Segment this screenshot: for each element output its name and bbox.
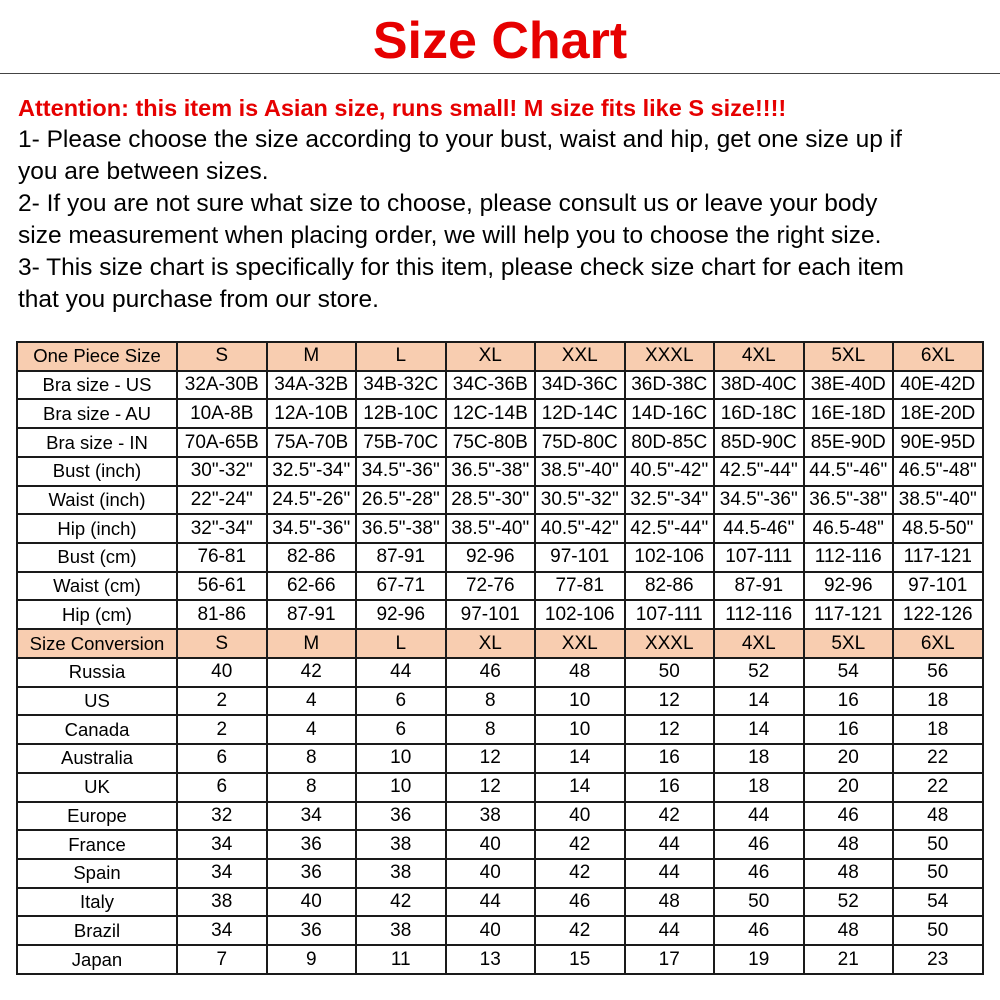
table-cell: 42 — [535, 916, 625, 945]
table-cell: 10 — [535, 715, 625, 744]
table-cell: 92-96 — [446, 543, 536, 572]
table-header-row — [17, 342, 983, 371]
table-cell: 52 — [714, 658, 804, 687]
table-cell: 18 — [714, 744, 804, 773]
table-cell: 20 — [804, 744, 894, 773]
table-cell: 34D-36C — [535, 371, 625, 400]
table-cell: 36 — [267, 859, 357, 888]
table-cell: 46 — [714, 916, 804, 945]
table-cell: 34A-32B — [267, 371, 357, 400]
attention-note: Attention: this item is Asian size, runs small! M size fits like S size!!!! — [18, 95, 787, 121]
table-cell: 75C-80B — [446, 428, 536, 457]
table-cell: 42 — [535, 859, 625, 888]
table-cell: 8 — [446, 715, 536, 744]
table-row — [17, 600, 983, 629]
table-cell: 22"-24" — [177, 486, 267, 515]
table-cell: 40 — [267, 888, 357, 917]
table-cell: 8 — [267, 773, 357, 802]
table-cell: 16 — [625, 744, 715, 773]
table-cell: 122-126 — [893, 600, 983, 629]
size-notes — [18, 92, 993, 316]
table-cell: 15 — [535, 945, 625, 974]
table-cell: 97-101 — [446, 600, 536, 629]
table-cell: 92-96 — [804, 572, 894, 601]
table-row — [17, 543, 983, 572]
table-cell: 44.5"-46" — [804, 457, 894, 486]
table-cell: 50 — [893, 830, 983, 859]
table-cell: 48 — [804, 830, 894, 859]
note-2-line-1: 2- If you are not sure what size to choose, please consult us or leave your body — [18, 190, 878, 217]
table-cell: 30"-32" — [177, 457, 267, 486]
table-cell: 54 — [804, 658, 894, 687]
table-cell: 10 — [356, 744, 446, 773]
row-label: Brazil — [17, 916, 177, 945]
size-header-cell: L — [356, 629, 446, 658]
row-label: Bust (cm) — [17, 543, 177, 572]
table-cell: 102-106 — [625, 543, 715, 572]
table-cell: 42 — [267, 658, 357, 687]
table-cell: 44 — [625, 916, 715, 945]
table-cell: 12B-10C — [356, 399, 446, 428]
table-cell: 23 — [893, 945, 983, 974]
table-cell: 32A-30B — [177, 371, 267, 400]
table-cell: 46.5-48" — [804, 514, 894, 543]
size-header-cell: XXL — [535, 342, 625, 371]
table-cell: 30.5"-32" — [535, 486, 625, 515]
table-cell: 36.5"-38" — [804, 486, 894, 515]
row-label: Canada — [17, 715, 177, 744]
table-cell: 14 — [714, 687, 804, 716]
table-cell: 112-116 — [714, 600, 804, 629]
table-cell: 32 — [177, 802, 267, 831]
table-cell: 22 — [893, 773, 983, 802]
size-header-cell: XXXL — [625, 342, 715, 371]
table-cell: 12 — [625, 715, 715, 744]
table-cell: 36 — [267, 830, 357, 859]
table-cell: 38 — [356, 830, 446, 859]
table-cell: 40E-42D — [893, 371, 983, 400]
table-cell: 14 — [714, 715, 804, 744]
table-cell: 34.5"-36" — [267, 514, 357, 543]
size-header-cell: S — [177, 342, 267, 371]
table-cell: 90E-95D — [893, 428, 983, 457]
table-row — [17, 744, 983, 773]
table-cell: 80D-85C — [625, 428, 715, 457]
table-cell: 92-96 — [356, 600, 446, 629]
table-cell: 6 — [177, 744, 267, 773]
table-cell: 2 — [177, 687, 267, 716]
table-cell: 18 — [893, 687, 983, 716]
table-cell: 16D-18C — [714, 399, 804, 428]
table-cell: 44 — [446, 888, 536, 917]
note-3-line-2: that you purchase from our store. — [18, 286, 379, 313]
size-header-cell: 6XL — [893, 342, 983, 371]
table-cell: 10A-8B — [177, 399, 267, 428]
table-cell: 40 — [446, 916, 536, 945]
size-header-cell: 5XL — [804, 629, 894, 658]
table-cell: 21 — [804, 945, 894, 974]
table-cell: 8 — [267, 744, 357, 773]
table-row — [17, 830, 983, 859]
table-cell: 12 — [446, 773, 536, 802]
table-cell: 34 — [177, 916, 267, 945]
table-cell: 42 — [356, 888, 446, 917]
table-cell: 44 — [625, 859, 715, 888]
table-cell: 22 — [893, 744, 983, 773]
table-cell: 38.5"-40" — [446, 514, 536, 543]
table-cell: 85D-90C — [714, 428, 804, 457]
row-label: Bra size - AU — [17, 399, 177, 428]
row-label: Japan — [17, 945, 177, 974]
table-cell: 18 — [714, 773, 804, 802]
table-cell: 6 — [356, 715, 446, 744]
table-cell: 17 — [625, 945, 715, 974]
table-cell: 70A-65B — [177, 428, 267, 457]
table-cell: 34B-32C — [356, 371, 446, 400]
table-row — [17, 916, 983, 945]
table-cell: 16 — [804, 715, 894, 744]
table-cell: 32.5"-34" — [625, 486, 715, 515]
table-cell: 117-121 — [804, 600, 894, 629]
table-cell: 19 — [714, 945, 804, 974]
row-label: Waist (inch) — [17, 486, 177, 515]
row-label: Bra size - US — [17, 371, 177, 400]
page-title: Size Chart — [372, 12, 628, 70]
table-cell: 18 — [893, 715, 983, 744]
row-label: France — [17, 830, 177, 859]
table-cell: 102-106 — [535, 600, 625, 629]
table-cell: 46 — [804, 802, 894, 831]
table-row — [17, 428, 983, 457]
table-cell: 34 — [177, 830, 267, 859]
table-cell: 75D-80C — [535, 428, 625, 457]
table-cell: 56-61 — [177, 572, 267, 601]
table-cell: 38 — [356, 859, 446, 888]
table-cell: 32.5"-34" — [267, 457, 357, 486]
table-cell: 4 — [267, 687, 357, 716]
table-cell: 18E-20D — [893, 399, 983, 428]
size-header-cell: XL — [446, 629, 536, 658]
table-cell: 38 — [446, 802, 536, 831]
table-cell: 40.5"-42" — [625, 457, 715, 486]
row-label: Australia — [17, 744, 177, 773]
size-header-cell: M — [267, 629, 357, 658]
table-cell: 44 — [625, 830, 715, 859]
table-cell: 14D-16C — [625, 399, 715, 428]
table-cell: 52 — [804, 888, 894, 917]
table-cell: 50 — [893, 916, 983, 945]
table-cell: 11 — [356, 945, 446, 974]
table-cell: 28.5"-30" — [446, 486, 536, 515]
size-header-cell: XXL — [535, 629, 625, 658]
table-cell: 40 — [535, 802, 625, 831]
row-label: One Piece Size — [17, 342, 177, 371]
table-cell: 40 — [177, 658, 267, 687]
table-row — [17, 371, 983, 400]
table-cell: 14 — [535, 744, 625, 773]
table-cell: 40 — [446, 830, 536, 859]
title-divider — [0, 73, 1000, 74]
table-cell: 117-121 — [893, 543, 983, 572]
table-cell: 16 — [804, 687, 894, 716]
size-header-cell: 5XL — [804, 342, 894, 371]
row-label: Spain — [17, 859, 177, 888]
table-cell: 81-86 — [177, 600, 267, 629]
table-cell: 56 — [893, 658, 983, 687]
table-cell: 87-91 — [714, 572, 804, 601]
table-cell: 48.5-50" — [893, 514, 983, 543]
table-cell: 12A-10B — [267, 399, 357, 428]
table-cell: 107-111 — [714, 543, 804, 572]
table-row — [17, 888, 983, 917]
row-label: Waist (cm) — [17, 572, 177, 601]
table-cell: 46 — [714, 859, 804, 888]
table-row — [17, 457, 983, 486]
table-row — [17, 514, 983, 543]
table-cell: 46 — [446, 658, 536, 687]
table-cell: 34.5"-36" — [714, 486, 804, 515]
table-cell: 20 — [804, 773, 894, 802]
table-cell: 12D-14C — [535, 399, 625, 428]
table-cell: 36.5"-38" — [446, 457, 536, 486]
table-row — [17, 715, 983, 744]
table-cell: 10 — [356, 773, 446, 802]
table-cell: 44 — [356, 658, 446, 687]
table-cell: 12 — [446, 744, 536, 773]
table-cell: 34 — [267, 802, 357, 831]
table-cell: 48 — [804, 859, 894, 888]
table-cell: 44.5-46" — [714, 514, 804, 543]
table-cell: 48 — [625, 888, 715, 917]
table-cell: 42 — [625, 802, 715, 831]
size-header-cell: 4XL — [714, 342, 804, 371]
table-header-row — [17, 629, 983, 658]
row-label: Bust (inch) — [17, 457, 177, 486]
table-cell: 16 — [625, 773, 715, 802]
table-cell: 16E-18D — [804, 399, 894, 428]
row-label: Bra size - IN — [17, 428, 177, 457]
table-cell: 38.5"-40" — [893, 486, 983, 515]
table-cell: 67-71 — [356, 572, 446, 601]
table-cell: 85E-90D — [804, 428, 894, 457]
table-cell: 9 — [267, 945, 357, 974]
table-cell: 13 — [446, 945, 536, 974]
row-label: Europe — [17, 802, 177, 831]
table-cell: 82-86 — [625, 572, 715, 601]
table-cell: 75A-70B — [267, 428, 357, 457]
size-header-cell: 6XL — [893, 629, 983, 658]
table-cell: 48 — [893, 802, 983, 831]
table-cell: 46 — [714, 830, 804, 859]
table-row — [17, 802, 983, 831]
table-cell: 36.5"-38" — [356, 514, 446, 543]
row-label: UK — [17, 773, 177, 802]
size-header-cell: L — [356, 342, 446, 371]
table-cell: 36 — [267, 916, 357, 945]
table-cell: 7 — [177, 945, 267, 974]
table-cell: 36 — [356, 802, 446, 831]
row-label: Hip (inch) — [17, 514, 177, 543]
table-cell: 2 — [177, 715, 267, 744]
size-header-cell: XL — [446, 342, 536, 371]
table-cell: 34C-36B — [446, 371, 536, 400]
table-cell: 34 — [177, 859, 267, 888]
table-row — [17, 945, 983, 974]
table-cell: 24.5"-26" — [267, 486, 357, 515]
row-label: Hip (cm) — [17, 600, 177, 629]
table-cell: 6 — [177, 773, 267, 802]
table-cell: 4 — [267, 715, 357, 744]
table-cell: 12C-14B — [446, 399, 536, 428]
table-cell: 38 — [177, 888, 267, 917]
table-cell: 32"-34" — [177, 514, 267, 543]
note-1-line-2: you are between sizes. — [18, 158, 269, 185]
table-cell: 14 — [535, 773, 625, 802]
table-cell: 46.5"-48" — [893, 457, 983, 486]
table-row — [17, 572, 983, 601]
table-cell: 50 — [625, 658, 715, 687]
size-header-cell: S — [177, 629, 267, 658]
table-cell: 42 — [535, 830, 625, 859]
note-2-line-2: size measurement when placing order, we will help you to choose the right size. — [18, 222, 882, 249]
size-chart-table — [16, 341, 984, 975]
table-cell: 36D-38C — [625, 371, 715, 400]
note-1-line-1: 1- Please choose the size according to your bust, waist and hip, get one size up if — [18, 126, 902, 153]
table-row — [17, 658, 983, 687]
table-cell: 42.5"-44" — [625, 514, 715, 543]
table-cell: 34.5"-36" — [356, 457, 446, 486]
size-header-cell: XXXL — [625, 629, 715, 658]
table-cell: 8 — [446, 687, 536, 716]
table-cell: 40 — [446, 859, 536, 888]
table-cell: 40.5"-42" — [535, 514, 625, 543]
table-cell: 87-91 — [356, 543, 446, 572]
table-cell: 97-101 — [893, 572, 983, 601]
row-label: Russia — [17, 658, 177, 687]
table-row — [17, 773, 983, 802]
table-cell: 38D-40C — [714, 371, 804, 400]
table-cell: 82-86 — [267, 543, 357, 572]
table-row — [17, 859, 983, 888]
table-cell: 97-101 — [535, 543, 625, 572]
table-cell: 26.5"-28" — [356, 486, 446, 515]
table-cell: 6 — [356, 687, 446, 716]
table-row — [17, 687, 983, 716]
table-cell: 77-81 — [535, 572, 625, 601]
size-table-body — [17, 342, 983, 974]
table-cell: 112-116 — [804, 543, 894, 572]
row-label: Size Conversion — [17, 629, 177, 658]
table-cell: 72-76 — [446, 572, 536, 601]
note-3-line-1: 3- This size chart is specifically for this item, please check size chart for each item — [18, 254, 904, 281]
table-cell: 44 — [714, 802, 804, 831]
table-cell: 54 — [893, 888, 983, 917]
table-cell: 38 — [356, 916, 446, 945]
table-cell: 50 — [893, 859, 983, 888]
table-cell: 50 — [714, 888, 804, 917]
table-cell: 48 — [804, 916, 894, 945]
table-cell: 46 — [535, 888, 625, 917]
row-label: Italy — [17, 888, 177, 917]
size-header-cell: 4XL — [714, 629, 804, 658]
size-header-cell: M — [267, 342, 357, 371]
table-row — [17, 486, 983, 515]
table-cell: 12 — [625, 687, 715, 716]
table-cell: 62-66 — [267, 572, 357, 601]
table-cell: 38E-40D — [804, 371, 894, 400]
table-cell: 107-111 — [625, 600, 715, 629]
table-row — [17, 399, 983, 428]
table-cell: 42.5"-44" — [714, 457, 804, 486]
table-cell: 76-81 — [177, 543, 267, 572]
table-cell: 87-91 — [267, 600, 357, 629]
table-cell: 48 — [535, 658, 625, 687]
table-cell: 75B-70C — [356, 428, 446, 457]
table-cell: 10 — [535, 687, 625, 716]
table-cell: 38.5"-40" — [535, 457, 625, 486]
row-label: US — [17, 687, 177, 716]
